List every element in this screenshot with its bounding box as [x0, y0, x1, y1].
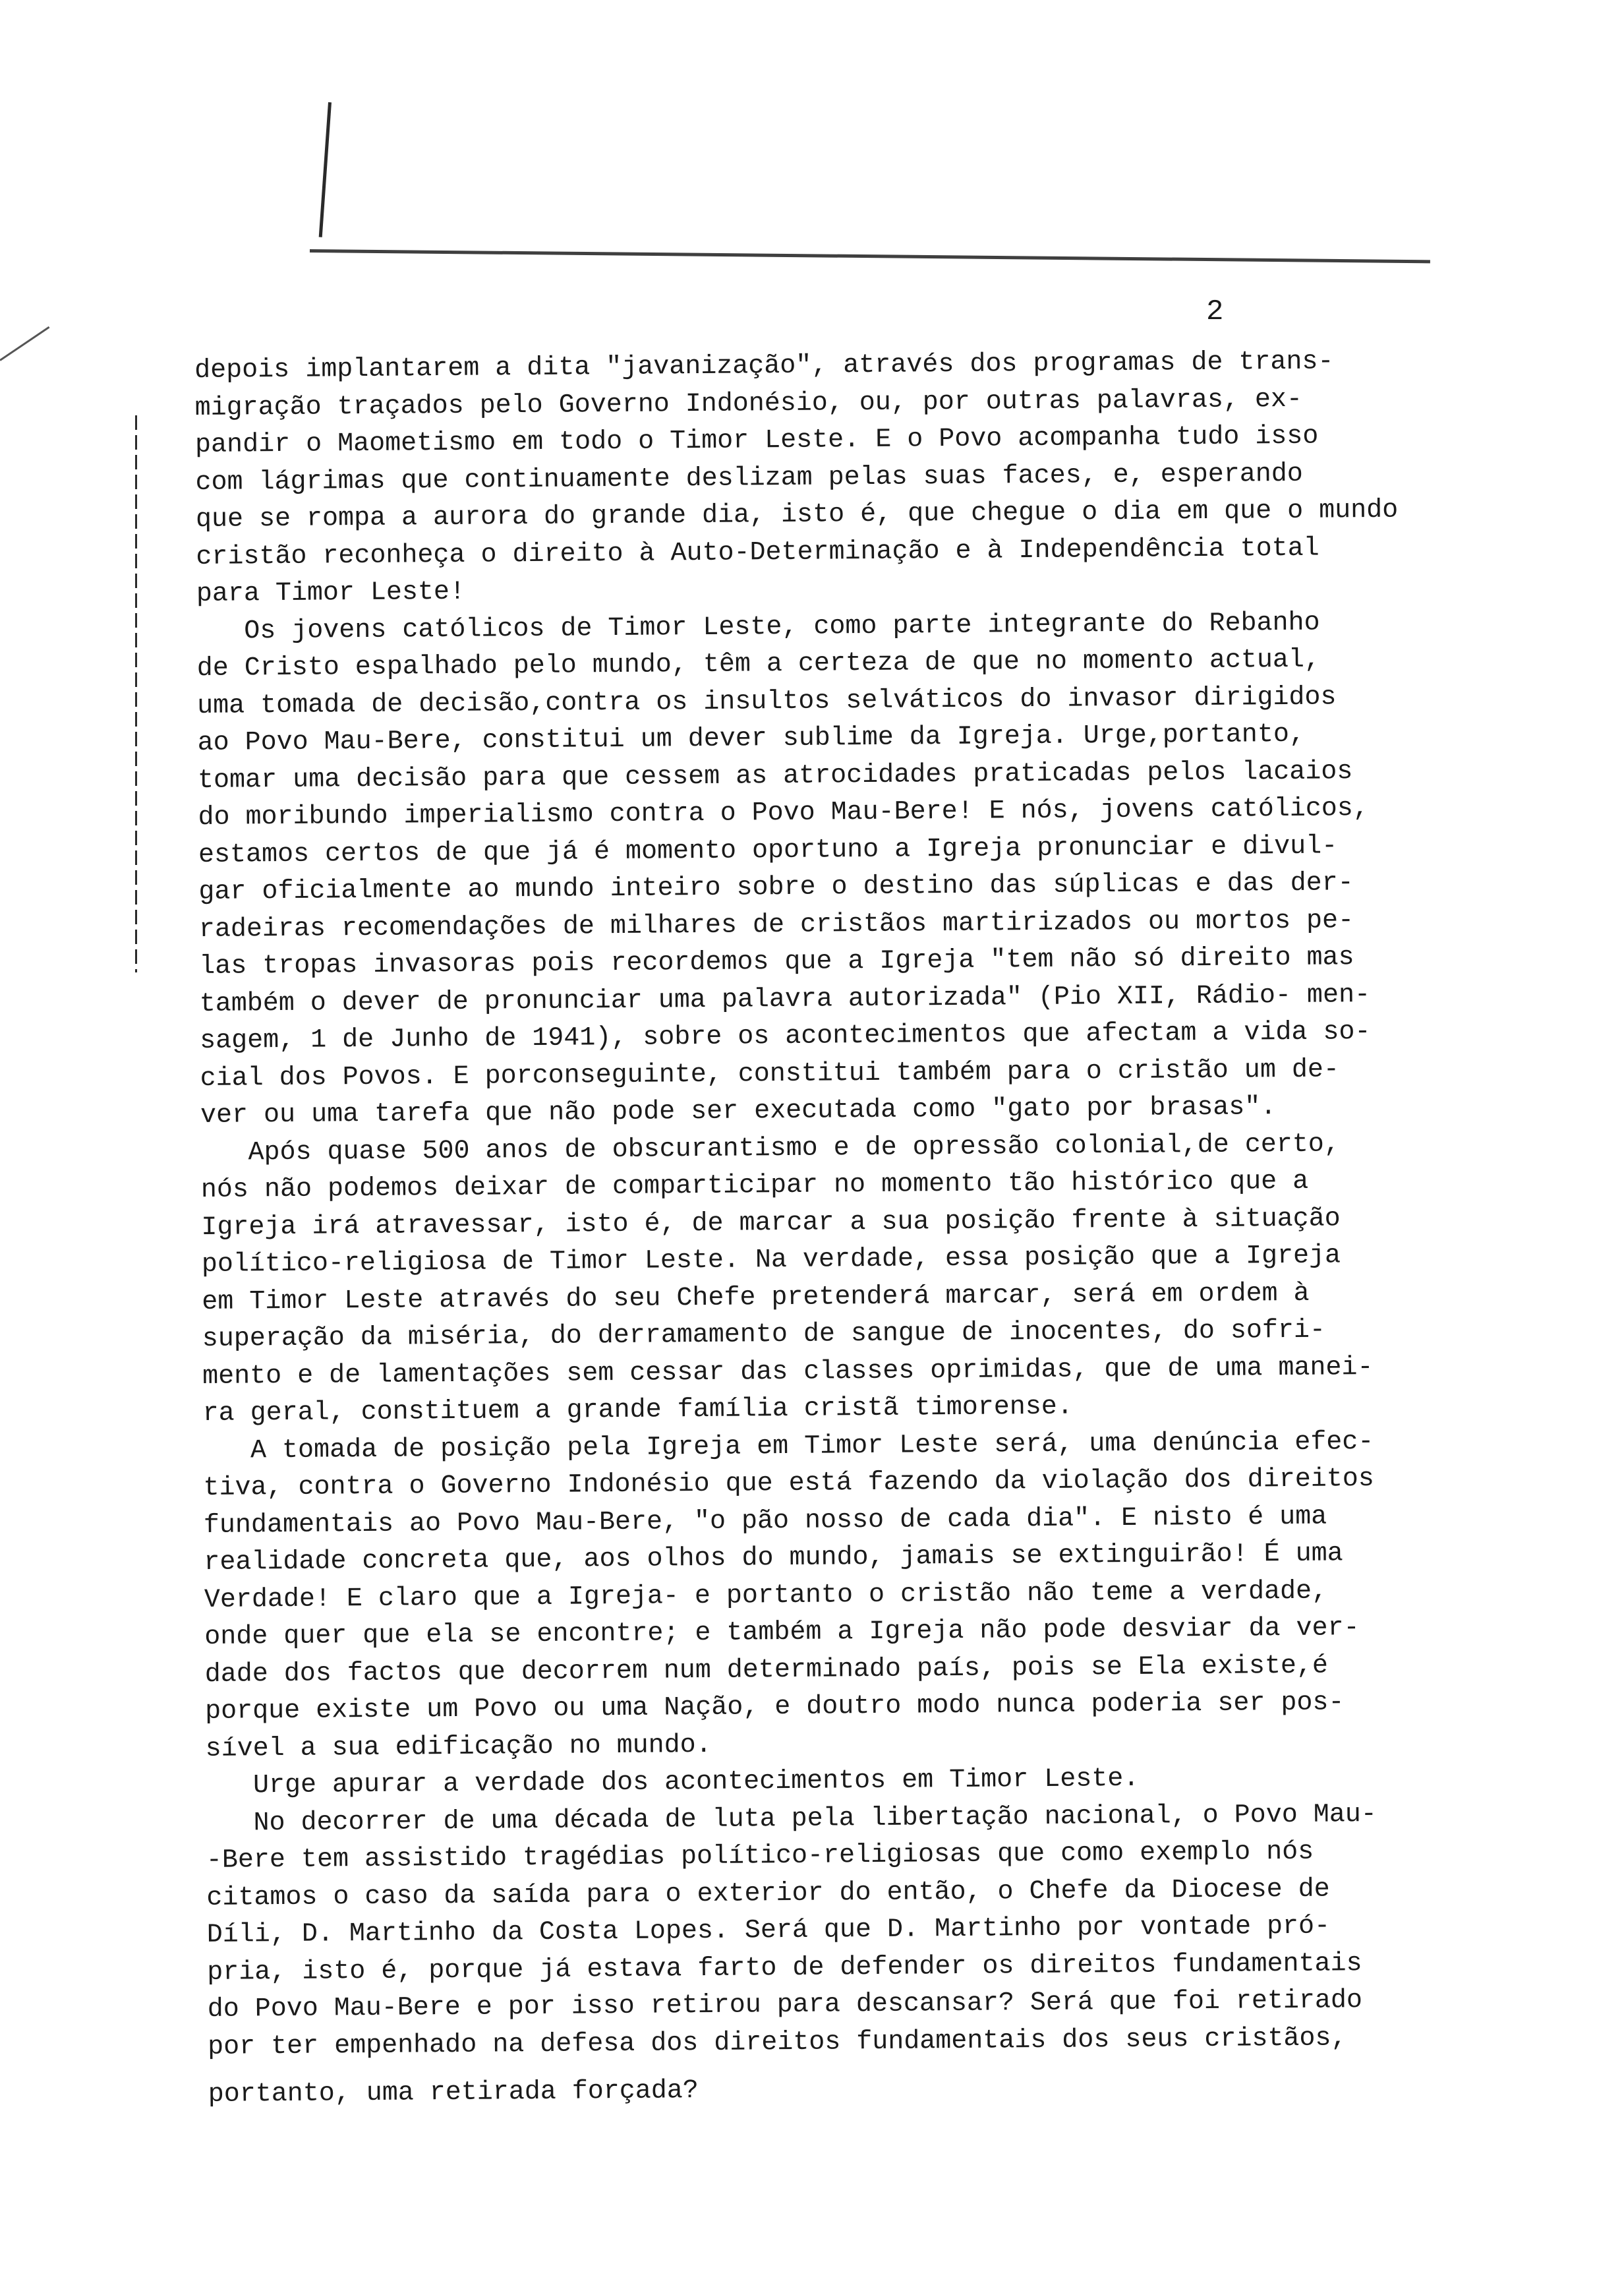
text-line: nós não podemos deixar de comparticipar no momento tão histórico que a	[200, 1166, 1309, 1205]
text-line: do Povo Mau-Bere e por isso retirou para descansar? Será que foi retirado	[207, 1986, 1363, 2025]
text-line: cristão reconheça o direito à Auto-Determinação e à Independência total	[196, 533, 1320, 572]
text-line: sagem, 1 de Junho de 1941), sobre os acontecimentos que afectam a vida so-	[200, 1017, 1371, 1056]
text-line: citamos o caso da saída para o exterior do então, o Chefe da Diocese de	[206, 1874, 1330, 1913]
text-line: No decorrer de uma década de luta pela libertação nacional, o Povo Mau-	[206, 1799, 1377, 1839]
text-line: Díli, D. Martinho da Costa Lopes. Será que D. Martinho por vontade pró-	[206, 1911, 1331, 1950]
text-line: também o dever de pronunciar uma palavra autorizada" (Pio XII, Rádio- men-	[199, 980, 1371, 1019]
text-line: tomar uma decisão para que cessem as atrocidades praticadas pelos lacaios	[197, 756, 1353, 796]
margin-vertical-line	[135, 415, 137, 972]
text-line: dade dos factos que decorrem num determinado país, pois se Ela existe,é	[204, 1651, 1329, 1690]
text-line: por ter empenhado na defesa dos direitos fundamentais dos seus cristãos,	[208, 2023, 1347, 2062]
text-line: para Timor Leste!	[196, 577, 466, 609]
text-line: superação da miséria, do derramamento de sangue de inocentes, do sofri-	[202, 1315, 1326, 1354]
text-line: estamos certos de que já é momento oportuno a Igreja pronunciar e divul-	[198, 831, 1338, 870]
text-line: porque existe um Povo ou uma Nação, e doutro modo nunca poderia ser pos-	[205, 1688, 1345, 1727]
text-line: realidade concreta que, aos olhos do mundo, jamais se extinguirão! É uma	[204, 1539, 1343, 1578]
text-line: que se rompa a aurora do grande dia, isto é, que chegue o dia em que o mundo	[195, 495, 1399, 535]
text-line: com lágrimas que continuamente deslizam pelas suas faces, e, esperando	[195, 459, 1303, 498]
text-line: em Timor Leste através do seu Chefe pretenderá marcar, será em ordem à	[202, 1278, 1310, 1317]
text-line: sível a sua edificação no mundo.	[205, 1730, 712, 1764]
text-line: depois implantarem a dita "javanização", através dos programas de trans-	[194, 347, 1334, 386]
margin-scan-mark	[0, 326, 49, 361]
text-line: Verdade! E claro que a Igreja- e portanto o cristão não teme a verdade,	[204, 1576, 1328, 1615]
text-line: do moribundo imperialismo contra o Povo Mau-Bere! E nós, jovens católicos,	[198, 794, 1369, 833]
text-line: -Bere tem assistido tragédias político-religiosas que como exemplo nós	[206, 1837, 1314, 1876]
text-line: gar oficialmente ao mundo inteiro sobre o destino das súplicas e das der-	[198, 868, 1354, 907]
text-line: las tropas invasoras pois recordemos que a Igreja "tem não só direito mas	[199, 943, 1354, 982]
text-line: ra geral, constituem a grande família cristã timorense.	[202, 1392, 1073, 1429]
text-line: Urge apurar a verdade dos acontecimentos em Timor Leste.	[205, 1764, 1140, 1801]
text-line: Igreja irá atravessar, isto é, de marcar a sua posição frente à situação	[201, 1203, 1341, 1243]
text-line: político-religiosa de Timor Leste. Na verdade, essa posição que a Igreja	[201, 1241, 1341, 1280]
text-line: radeiras recomendações de milhares de cristãos martirizados ou mortos pe-	[198, 905, 1354, 945]
document-body	[194, 343, 1484, 2114]
text-line: cial dos Povos. E porconseguinte, constitui também para o cristão um de-	[200, 1054, 1340, 1094]
text-line: uma tomada de decisão,contra os insultos selváticos do invasor dirigidos	[197, 682, 1337, 721]
text-line: mento e de lamentações sem cessar das classes oprimidas, que de uma manei-	[202, 1352, 1374, 1392]
text-line: pria, isto é, porque já estava farto de defender os direitos fundamentais	[207, 1948, 1362, 1988]
text-line: de Cristo espalhado pelo mundo, têm a certeza de que no momento actual,	[196, 645, 1321, 684]
text-line: A tomada de posição pela Igreja em Timor Leste será, uma denúncia efec-	[202, 1427, 1374, 1466]
text-line: migração traçados pelo Governo Indonésio, ou, por outras palavras, ex-	[194, 384, 1303, 423]
text-line: Os jovens católicos de Timor Leste, como parte integrante do Rebanho	[196, 608, 1320, 647]
text-line: tiva, contra o Governo Indonésio que está fazendo da violação dos direitos	[203, 1464, 1374, 1503]
corner-crop-mark-vertical	[319, 102, 332, 237]
text-line: onde quer que ela se encontre; e também a Igreja não pode desviar da ver-	[204, 1613, 1360, 1652]
page-number: 2	[1206, 295, 1224, 328]
text-line: portanto, uma retirada forçada?	[208, 2076, 699, 2110]
text-line: ver ou uma tarefa que não pode ser executada como "gato por brasas".	[200, 1092, 1277, 1131]
text-line: pandir o Maometismo em todo o Timor Leste. E o Povo acompanha tudo isso	[194, 421, 1319, 460]
corner-crop-mark-horizontal	[310, 249, 1430, 263]
text-line: fundamentais ao Povo Mau-Bere, "o pão nosso de cada dia". E nisto é uma	[203, 1502, 1327, 1541]
text-line: Após quase 500 anos de obscurantismo e de opressão colonial,de certo,	[200, 1129, 1340, 1168]
text-line: ao Povo Mau-Bere, constitui um dever sublime da Igreja. Urge,portanto,	[197, 719, 1306, 758]
